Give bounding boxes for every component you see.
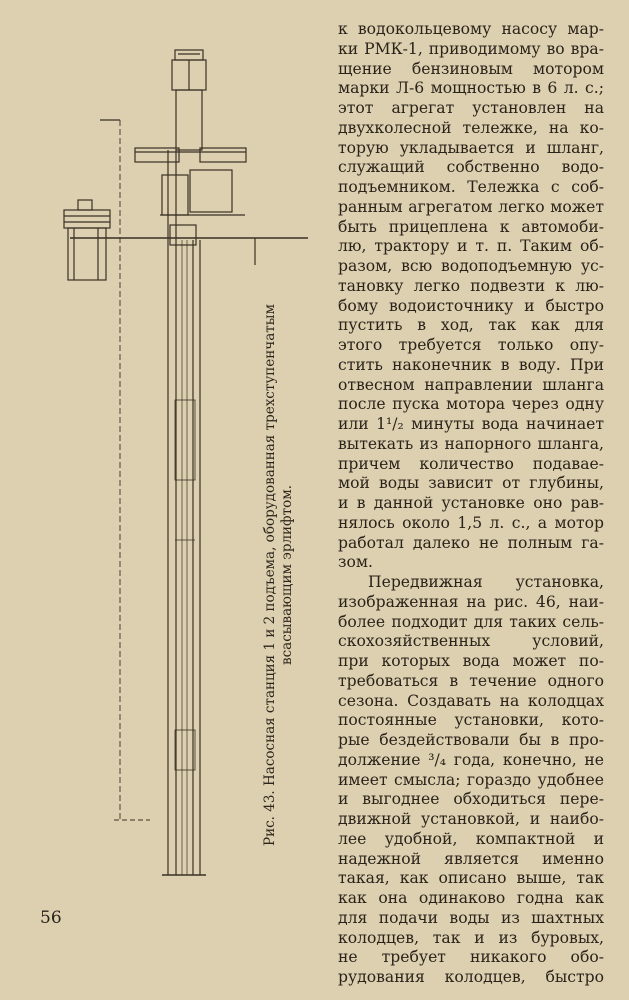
text-line: должение ³/₄ года, конечно, не [338,750,604,769]
text-line: зом. [338,553,373,572]
text-line: быть прицеплена к автомоби- [338,217,604,236]
text-line: ранным агрегатом легко может [338,197,604,216]
text-line: бому водоисточнику и быстро [338,296,604,315]
text-line: служащий собственно водо- [338,158,604,177]
text-line: к водокольцевому насосу мар- [338,20,604,38]
text-line: и в данной установке оно рав- [338,494,604,512]
text-line: отвесном направлении шланга [338,375,604,394]
paragraph [338,573,604,988]
text-line: рудования колодцев, быстро [338,968,604,986]
text-line: после пуска мотора через одну [338,395,604,414]
text-line: скохозяйственных условий, [338,632,604,651]
text-line: этот агрегат установлен на [338,99,604,117]
text-line: подъемником. Тележка с соб- [338,178,604,196]
text-line: рые бездействовали бы в про- [338,731,604,749]
text-line: разом, всю водоподъемную ус- [338,257,604,275]
text-line: торую укладывается и шланг, [338,138,604,157]
caption-line: всасывающим эрлифтом. [279,485,295,665]
text-line: изображенная на рис. 46, наи- [338,592,604,611]
text-line: мой воды зависит от глубины, [338,474,604,493]
text-line: более подходит для таких сель- [338,612,604,631]
text-line: причем количество подавае- [338,454,604,473]
text-line: не требует никакого обо- [338,948,604,967]
body-text [338,20,604,988]
page-number: 56 [40,908,62,928]
text-line: при которых вода может по- [338,652,604,670]
text-line: вытекать из напорного шланга, [338,434,604,453]
text-line: пустить в ход, так как для [338,316,604,335]
text-line: двухколесной тележке, на ко- [338,118,604,137]
text-line: стить наконечник в воду. При [338,355,604,374]
text-line: сезона. Создавать на колодцах [338,691,604,710]
text-line: и выгоднее обходиться пере- [338,790,604,809]
text-line: лее удобной, компактной и [338,829,604,848]
text-line: нялось около 1,5 л. с., а мотор [338,513,604,532]
text-line: для подачи воды из шахтных [338,908,604,927]
caption-line: Рис. 43. Насосная станция 1 и 2 подъема, оборудованная трехступенчатым [262,304,278,846]
text-line: ки РМК-1, приводимому во вра- [338,39,604,58]
text-line: движной установкой, и наибо- [338,810,604,828]
text-line: колодцев, так и из буровых, [338,928,604,947]
text-line: такая, как описано выше, так [338,869,604,888]
text-line: имеет смысла; гораздо удобнее [338,770,604,789]
text-line: как она одинаково годна как [338,889,604,907]
text-line: надежной является именно [338,849,604,868]
text-line: лю, трактору и т. п. Таким об- [338,237,604,256]
text-line: постоянные установки, кото- [338,711,604,730]
text-line: требоваться в течение одного [338,671,604,690]
text-line: тановку легко подвезти к лю- [338,276,604,295]
text-line: Передвижная установка, [368,573,604,591]
text-line: работал далеко не полным га- [338,533,604,552]
figure-caption [262,295,296,855]
text-line: этого требуется только опу- [338,336,604,354]
text-line: марки Л-6 мощностью в 6 л. с.; [338,79,604,98]
paragraph [338,20,604,573]
text-line: или 1¹/₂ минуты вода начинает [338,415,604,433]
text-line: щение бензиновым мотором [338,59,604,78]
